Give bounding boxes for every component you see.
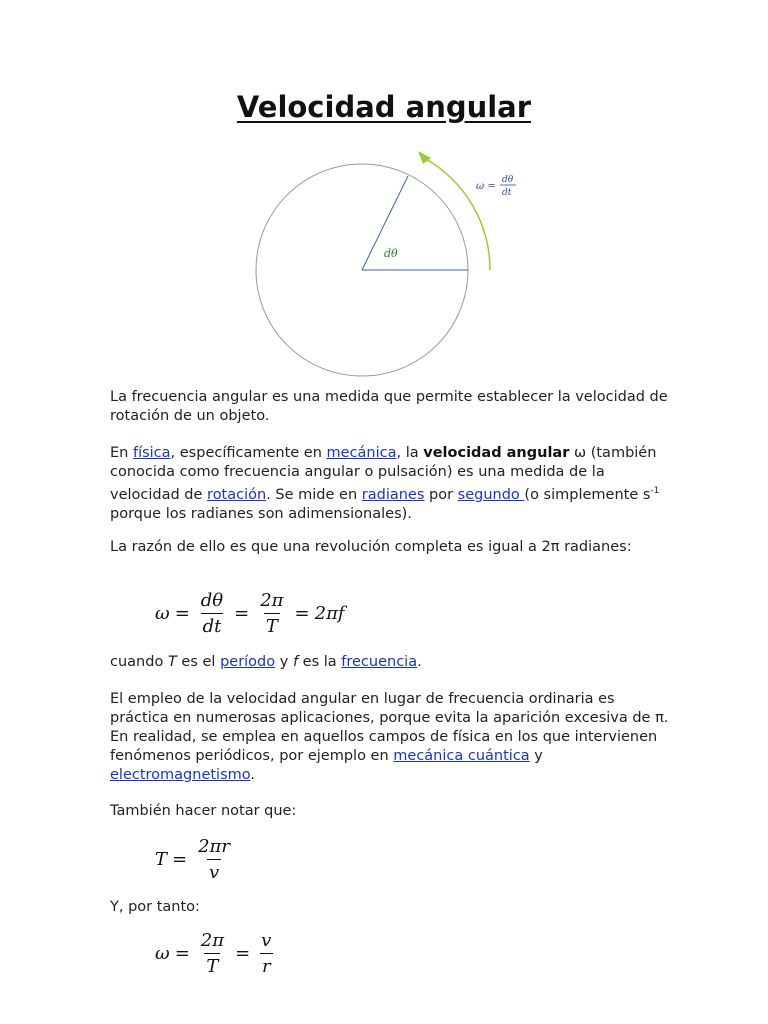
- link-fisica[interactable]: física: [132, 445, 171, 461]
- text-segment: ω (también conocida como frecuencia angular o pulsación) es una medida de la velocidad de: [110, 445, 657, 503]
- text-segment: .: [417, 654, 422, 670]
- eq1-equals: =: [294, 603, 310, 624]
- paragraph-revolution: La razón de ello es que una revolución completa es igual a 2π radianes:: [110, 539, 632, 555]
- text-segment: , la: [396, 445, 424, 461]
- omega-label-den: dt: [502, 188, 512, 198]
- eq1-lhs: ω: [155, 603, 170, 624]
- eq1-fraction-1: [199, 590, 225, 637]
- diagram-svg: [240, 140, 540, 385]
- eq3-f1-den: T: [204, 953, 220, 977]
- text-segment: cuando: [110, 654, 168, 670]
- eq1-f2-num: 2π: [260, 590, 284, 611]
- rotation-arrowhead: [418, 151, 431, 164]
- eq2-fraction: [196, 836, 232, 883]
- eq2-equals: =: [172, 849, 188, 870]
- link-segundo[interactable]: segundo: [457, 486, 525, 503]
- eq1-rhs: 2πf: [314, 603, 345, 624]
- paragraph-definition: [110, 444, 670, 524]
- eq3-equals: =: [174, 943, 190, 964]
- link-rotacion[interactable]: rotación: [207, 486, 267, 503]
- eq3-lhs: ω: [155, 943, 170, 964]
- text-segment: porque los radianes son adimensionales).: [110, 505, 412, 522]
- eq1-f1-num: dθ: [200, 590, 224, 611]
- paragraph-where: [110, 653, 670, 672]
- text-segment: , específicamente en: [170, 445, 327, 461]
- text-segment: y: [529, 748, 543, 764]
- text-segment: (o simplemente s: [524, 486, 651, 503]
- text-segment: es el: [176, 654, 221, 670]
- eq1-equals: =: [234, 603, 250, 624]
- page-title: Velocidad angular: [236, 90, 532, 124]
- paragraph-usage: [110, 690, 670, 785]
- link-periodo[interactable]: período: [220, 654, 276, 670]
- paragraph-intro: La frecuencia angular es una medida que permite establecer la velocidad de rotación de un objeto.: [110, 389, 668, 424]
- eq2-num: 2πr: [198, 836, 230, 857]
- var-T: T: [167, 654, 177, 670]
- link-radianes[interactable]: radianes: [361, 486, 425, 503]
- eq3-equals: =: [235, 943, 251, 964]
- text-segment: En: [110, 445, 133, 461]
- link-frecuencia[interactable]: frecuencia: [341, 654, 418, 670]
- paragraph-therefore: Y, por tanto:: [110, 899, 200, 915]
- dtheta-label: dθ: [384, 247, 398, 260]
- text-segment: .: [250, 767, 255, 783]
- omega-label-num: dθ: [502, 175, 514, 185]
- eq2-lhs: T: [155, 849, 168, 870]
- equation-omega-velocity: [155, 930, 277, 977]
- eq2-den: v: [207, 859, 221, 883]
- link-mecanica[interactable]: mecánica: [326, 445, 397, 461]
- equation-omega: [155, 590, 345, 637]
- eq3-f2-den: r: [260, 953, 273, 977]
- text-segment: es la: [298, 654, 342, 670]
- eq1-equals: =: [174, 603, 190, 624]
- text-segment: El empleo de la velocidad angular en lugar de frecuencia ordinaria es práctica en numerosas aplicaciones, porque evita la aparición excesiva de π. En realidad, se emplea en aquellos campos de física en los que intervienen fenómenos periódicos, por ejemplo en: [110, 691, 669, 764]
- link-electromagnetismo[interactable]: electromagnetismo: [110, 767, 251, 783]
- rotation-arrow: [424, 158, 490, 270]
- var-f: f: [292, 654, 299, 670]
- eq1-fraction-2: [258, 590, 285, 637]
- paragraph-note: También hacer notar que:: [110, 803, 297, 819]
- superscript: -1: [650, 486, 660, 496]
- eq1-f2-den: T: [264, 613, 280, 637]
- equation-period: [155, 836, 236, 883]
- eq3-f2-num: v: [261, 930, 272, 951]
- eq3-fraction-1: [199, 930, 226, 977]
- eq3-fraction-2: [259, 930, 273, 977]
- angular-velocity-diagram: [240, 140, 540, 385]
- link-mecanica-cuantica[interactable]: mecánica cuántica: [393, 748, 530, 764]
- eq3-f1-num: 2π: [200, 930, 225, 951]
- text-segment: y: [275, 654, 293, 670]
- text-segment: por: [424, 486, 458, 503]
- text-segment: . Se mide en: [266, 486, 362, 503]
- omega-label-lhs: ω =: [476, 181, 496, 192]
- bold-term: velocidad angular: [423, 445, 570, 461]
- eq1-f1-den: dt: [201, 613, 224, 637]
